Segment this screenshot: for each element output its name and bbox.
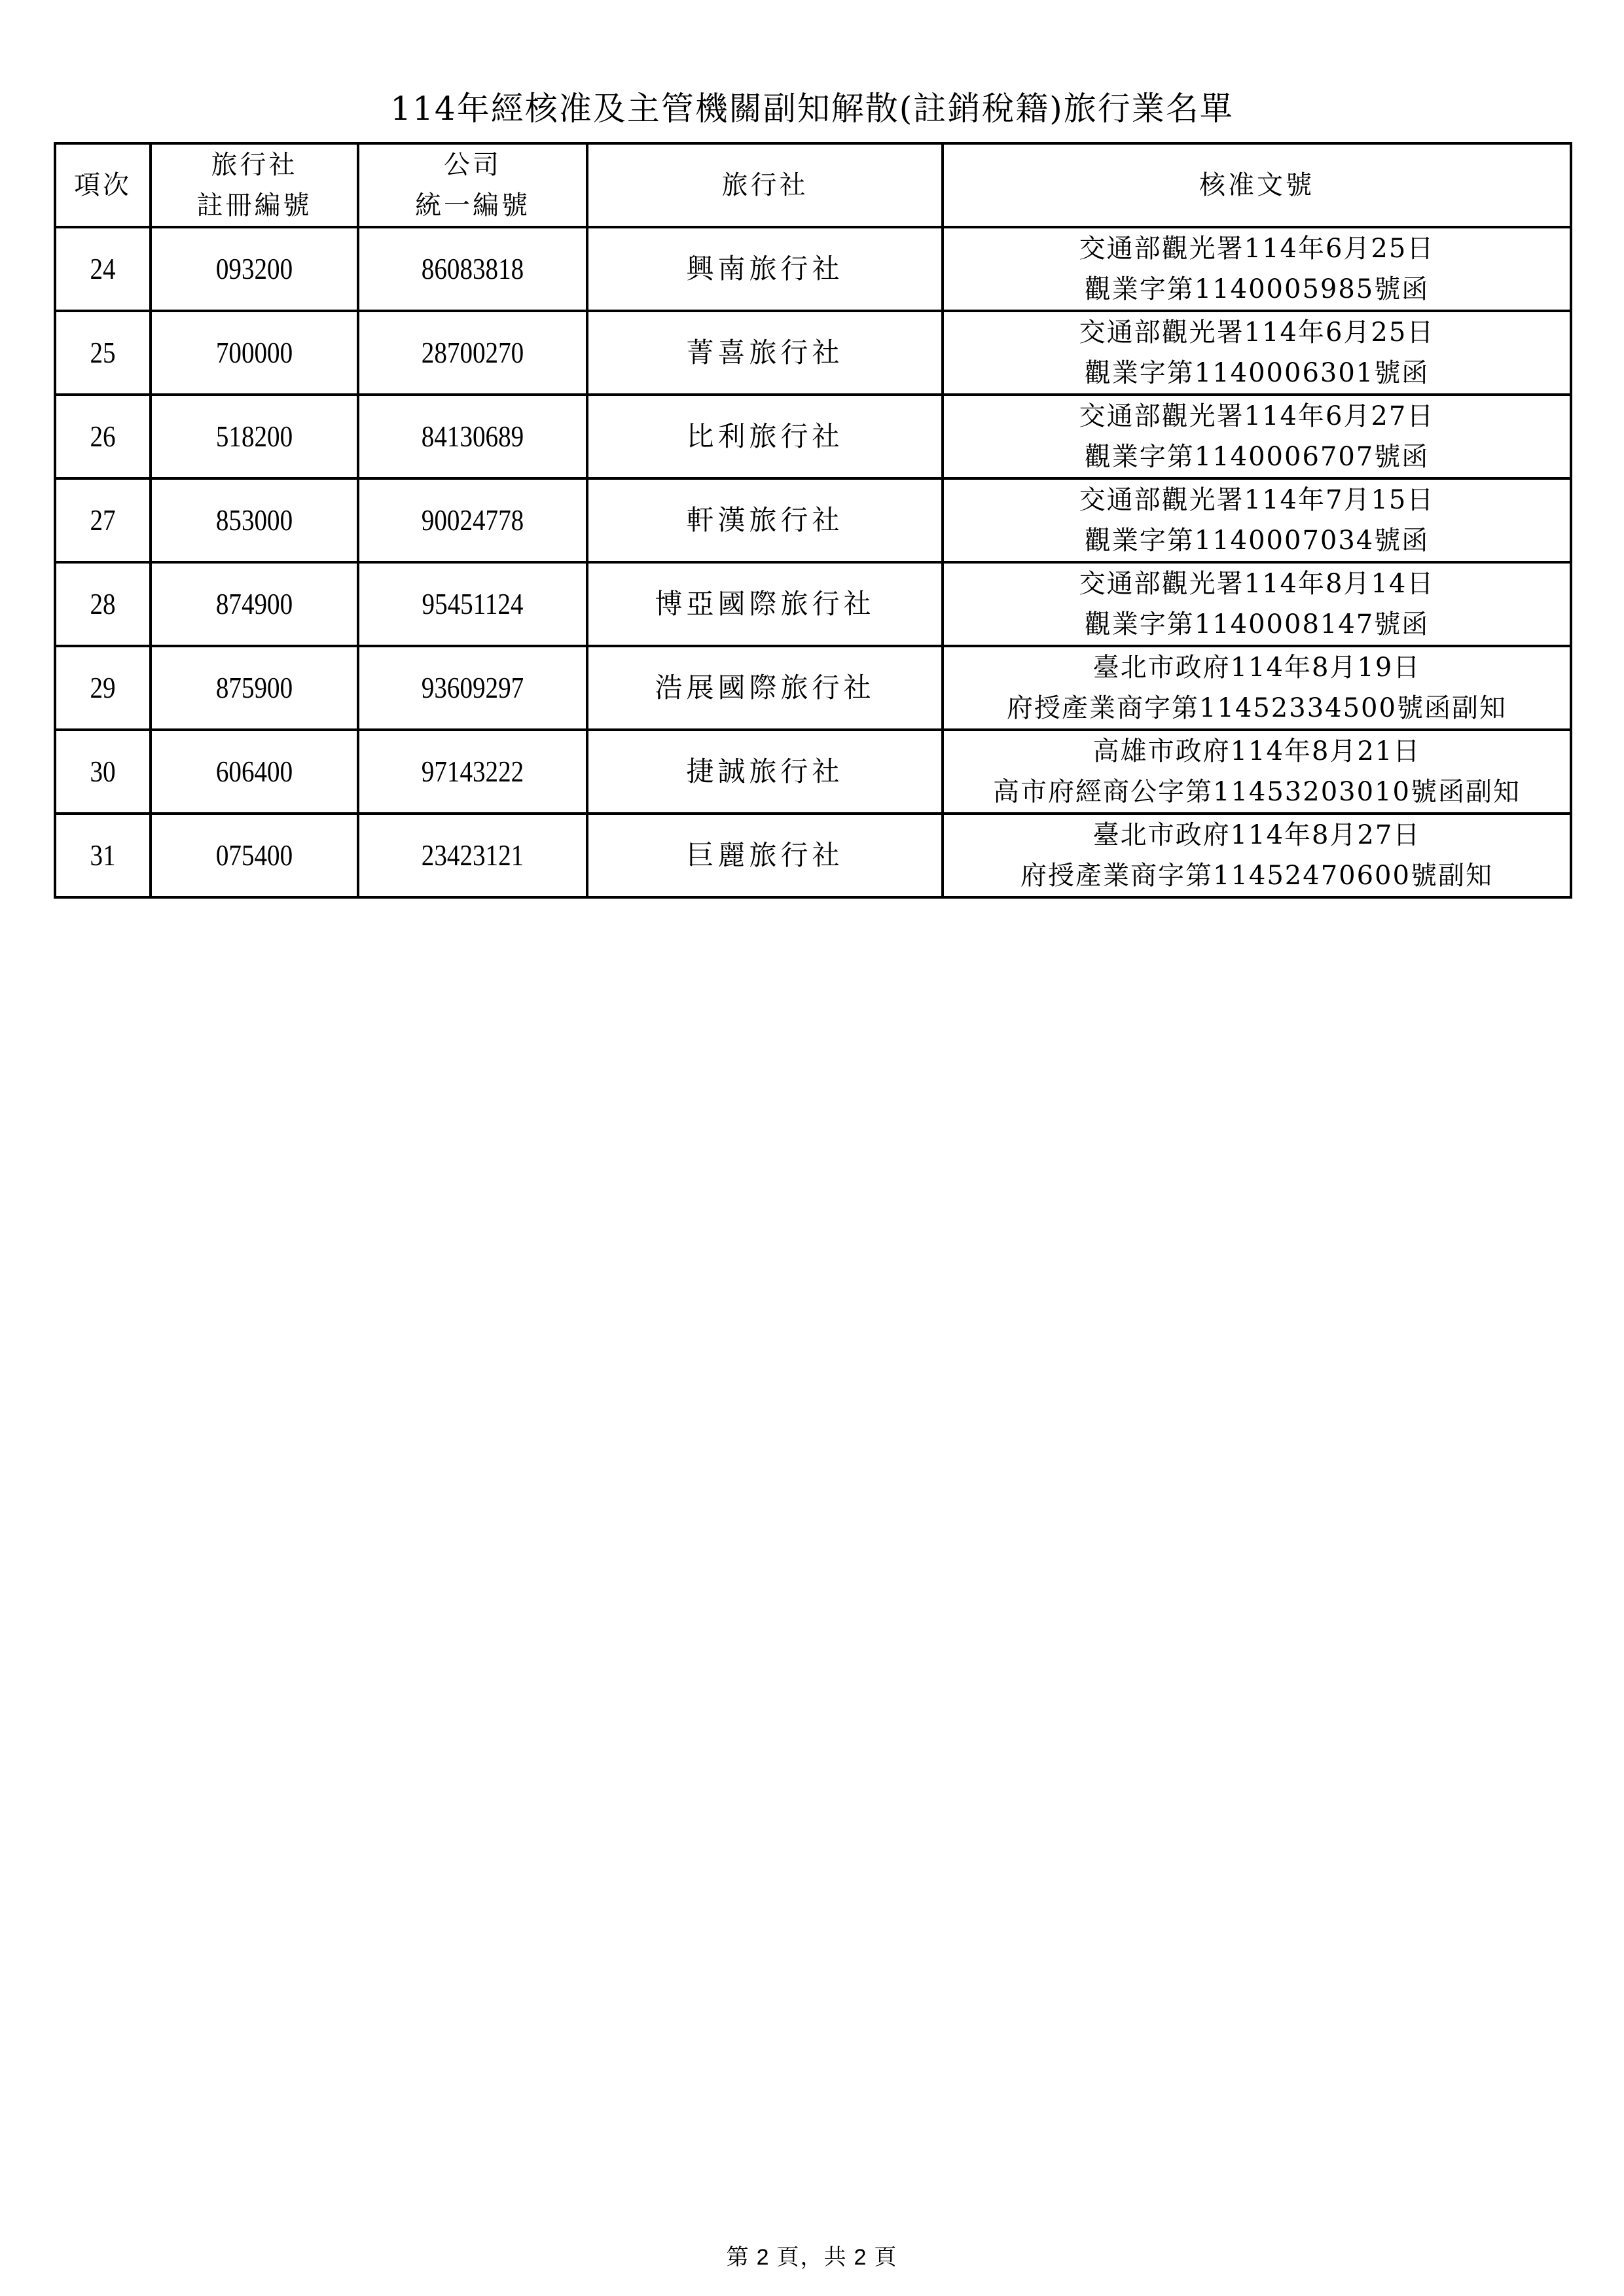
cell-registration-no: 875900 — [166, 646, 342, 730]
cell-item-no: 31 — [62, 814, 143, 897]
table-row — [55, 227, 1571, 311]
header-label-line1: 旅行社 — [211, 150, 298, 180]
cell-tax-id: 28700270 — [375, 311, 570, 395]
cell-tax-id: 97143222 — [375, 730, 570, 814]
table-row — [55, 814, 1571, 897]
approval-line1: 臺北市政府114年8月19日 — [1092, 653, 1421, 683]
approval-line2: 觀業字第1140005985號函 — [1084, 274, 1430, 304]
column-header-registration-no — [151, 143, 358, 227]
cell-item-no: 26 — [62, 395, 143, 478]
table-row — [55, 478, 1571, 562]
approval-line1: 交通部觀光署114年6月27日 — [1079, 401, 1435, 431]
cell-agency-name: 比利旅行社 — [587, 395, 943, 478]
cell-approval-doc — [943, 730, 1571, 814]
cell-registration-no: 518200 — [166, 395, 342, 478]
cell-agency-name: 巨麗旅行社 — [587, 814, 943, 897]
cell-agency-name: 菁喜旅行社 — [587, 311, 943, 395]
header-label: 項次 — [74, 170, 132, 200]
approval-line2: 觀業字第1140007034號函 — [1084, 526, 1430, 556]
cell-item-no: 30 — [62, 730, 143, 814]
column-header-item-no — [55, 143, 151, 227]
table-row — [55, 730, 1571, 814]
total-page-count: 2 — [854, 2245, 868, 2270]
cell-approval-doc — [943, 395, 1571, 478]
cell-registration-no: 700000 — [166, 311, 342, 395]
cell-item-no: 27 — [62, 478, 143, 562]
cell-item-no: 29 — [62, 646, 143, 730]
cell-item-no: 25 — [62, 311, 143, 395]
table-header-row — [55, 143, 1571, 227]
cell-registration-no: 853000 — [166, 478, 342, 562]
approval-line2: 觀業字第1140006707號函 — [1084, 442, 1430, 472]
approval-line1: 交通部觀光署114年6月25日 — [1079, 234, 1435, 264]
cell-approval-doc — [943, 814, 1571, 897]
current-page-number: 2 — [756, 2245, 770, 2270]
cell-item-no: 24 — [62, 227, 143, 311]
cell-approval-doc — [943, 311, 1571, 395]
cell-registration-no: 093200 — [166, 227, 342, 311]
footer-suffix: 頁 — [874, 2244, 898, 2270]
table-row — [55, 562, 1571, 646]
cell-tax-id: 84130689 — [375, 395, 570, 478]
cell-tax-id: 95451124 — [375, 562, 570, 646]
header-label-line1: 公司 — [444, 150, 501, 180]
cell-registration-no: 606400 — [166, 730, 342, 814]
footer-middle: 頁，共 — [776, 2244, 848, 2270]
approval-line1: 交通部觀光署114年6月25日 — [1079, 317, 1435, 348]
cell-registration-no: 874900 — [166, 562, 342, 646]
cell-agency-name: 捷誠旅行社 — [587, 730, 943, 814]
approval-line2: 府授產業商字第11452470600號副知 — [1020, 861, 1493, 891]
table-row — [55, 646, 1571, 730]
cell-registration-no: 075400 — [166, 814, 342, 897]
header-label-line2: 統一編號 — [415, 190, 530, 221]
approval-line1: 交通部觀光署114年8月14日 — [1079, 569, 1435, 599]
approval-line1: 交通部觀光署114年7月15日 — [1079, 485, 1435, 515]
cell-approval-doc — [943, 646, 1571, 730]
approval-line1: 臺北市政府114年8月27日 — [1092, 820, 1421, 850]
cell-approval-doc — [943, 227, 1571, 311]
approval-line2: 觀業字第1140006301號函 — [1084, 358, 1430, 388]
column-header-tax-id — [358, 143, 587, 227]
cell-agency-name: 浩展國際旅行社 — [587, 646, 943, 730]
cell-approval-doc — [943, 562, 1571, 646]
approval-line2: 府授產業商字第11452334500號函副知 — [1007, 693, 1507, 723]
dissolved-agencies-table-container — [54, 142, 1570, 899]
dissolved-agencies-table — [54, 142, 1572, 899]
column-header-approval-doc — [943, 143, 1571, 227]
header-label: 核准文號 — [1199, 170, 1314, 200]
cell-tax-id: 90024778 — [375, 478, 570, 562]
page-number-footer — [0, 2242, 1624, 2273]
cell-approval-doc — [943, 478, 1571, 562]
cell-agency-name: 興南旅行社 — [587, 227, 943, 311]
approval-line1: 高雄市政府114年8月21日 — [1092, 736, 1421, 766]
cell-tax-id: 23423121 — [375, 814, 570, 897]
table-row — [55, 311, 1571, 395]
column-header-agency-name — [587, 143, 943, 227]
cell-tax-id: 86083818 — [375, 227, 570, 311]
cell-item-no: 28 — [62, 562, 143, 646]
cell-agency-name: 軒漢旅行社 — [587, 478, 943, 562]
cell-tax-id: 93609297 — [375, 646, 570, 730]
header-label-line2: 註冊編號 — [196, 190, 312, 221]
cell-agency-name: 博亞國際旅行社 — [587, 562, 943, 646]
table-row — [55, 395, 1571, 478]
approval-line2: 觀業字第1140008147號函 — [1084, 609, 1430, 639]
approval-line2: 高市府經商公字第11453203010號函副知 — [993, 777, 1521, 807]
footer-prefix: 第 — [726, 2244, 750, 2270]
page-title: 114年經核准及主管機關副知解散(註銷稅籍)旅行業名單 — [390, 90, 1234, 128]
header-label: 旅行社 — [721, 170, 808, 200]
